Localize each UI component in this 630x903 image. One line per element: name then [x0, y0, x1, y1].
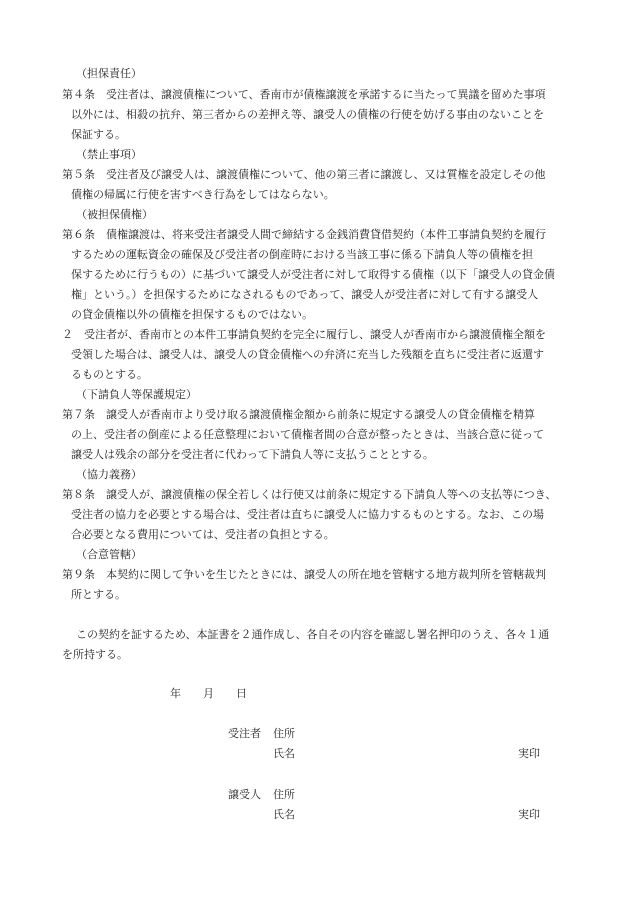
- article-heading: （合意管轄）: [76, 548, 142, 561]
- article-text-line: 所とする。: [71, 588, 126, 601]
- name-label: 氏名: [273, 747, 295, 760]
- article-text-line: 保するために行うもの）に基づいて譲受人が受注者に対して取得する債権（以下「譲受人の貸金債: [71, 268, 555, 281]
- article-text-line: 第９条 本契約に関して争いを生じたときには、譲受人の所在地を管轄する地方裁判所を管轄裁判: [62, 568, 546, 581]
- article-text-line: 権」という。）を担保するためになされるものであって、譲受人が受注者に対して有する譲受人: [71, 288, 539, 301]
- closing-text-line: この契約を証するため、本証書を２通作成し、各自その内容を確認し署名押印のうえ、各々１通: [76, 628, 550, 641]
- seal-label: 実印: [518, 808, 540, 821]
- signature-role: 譲受人: [228, 788, 261, 801]
- address-label: 住所: [273, 727, 295, 740]
- article-text-line: 譲受人は残余の部分を受注者に代わって下請負人等に支払うこととする。: [71, 448, 434, 461]
- article-text-line: 第７条 譲受人が香南市より受け取る譲渡債権金額から前条に規定する譲受人の貸金債権を精算: [62, 408, 535, 421]
- article-text-line: 合必要となる費用については、受注者の負担とする。: [71, 528, 335, 541]
- article-text-line: 受領した場合は、譲受人は、譲受人の貸金債権への弁済に充当した残額を直ちに受注者に返還す: [71, 348, 544, 361]
- seal-label: 実印: [518, 747, 540, 760]
- article-text-line: の上、受注者の倒産による任意整理において債権者間の合意が整ったときは、当該合意に従って: [71, 428, 544, 441]
- article-text-line: の貸金債権以外の債権を担保するものではない。: [71, 308, 313, 321]
- article-text-line: 第６条 債権譲渡は、将来受注者譲受人間で締結する金銭消費貸借契約（本件工事請負契約を履行: [62, 228, 546, 241]
- address-label: 住所: [273, 788, 295, 801]
- article-text-line: 第８条 譲受人が、譲渡債権の保全若しくは行使又は前条に規定する下請負人等への支払等につき、: [62, 488, 557, 501]
- article-heading: （禁止事項）: [76, 148, 142, 161]
- article-heading: （被担保債権）: [76, 208, 153, 221]
- article-text-line: 債権の帰属に行使を害すべき行為をしてはならない。: [71, 188, 335, 201]
- article-text-line: ２ 受注者が、香南市との本件工事請負契約を完全に履行し、譲受人が香南市から譲渡債権全額を: [62, 328, 546, 341]
- signature-role: 受注者: [228, 727, 261, 740]
- article-heading: （下請負人等保護規定）: [76, 388, 197, 401]
- article-text-line: するための運転資金の確保及び受注者の倒産時における当該工事に係る下請負人等の債権を担: [71, 248, 533, 261]
- article-heading: （担保責任）: [76, 67, 142, 80]
- date-line: 年 月 日: [170, 687, 247, 700]
- article-text-line: 保証する。: [71, 128, 126, 141]
- article-heading: （協力義務）: [76, 468, 142, 481]
- article-text-line: 受注者の協力を必要とする場合は、受注者は直ちに譲受人に協力するものとする。なお、この場: [71, 508, 544, 521]
- article-text-line: 第４条 受注者は、譲渡債権について、香南市が債権譲渡を承諾するに当たって異議を留めた事項: [62, 88, 546, 101]
- closing-text-line: を所持する。: [62, 648, 128, 661]
- name-label: 氏名: [273, 808, 295, 821]
- article-text-line: 第５条 受注者及び譲受人は、譲渡債権について、他の第三者に譲渡し、又は質権を設定しその他: [62, 168, 546, 181]
- article-text-line: 以外には、相殺の抗弁、第三者からの差押え等、譲受人の債権の行使を妨げる事由のないことを: [71, 108, 544, 121]
- article-text-line: るものとする。: [71, 368, 148, 381]
